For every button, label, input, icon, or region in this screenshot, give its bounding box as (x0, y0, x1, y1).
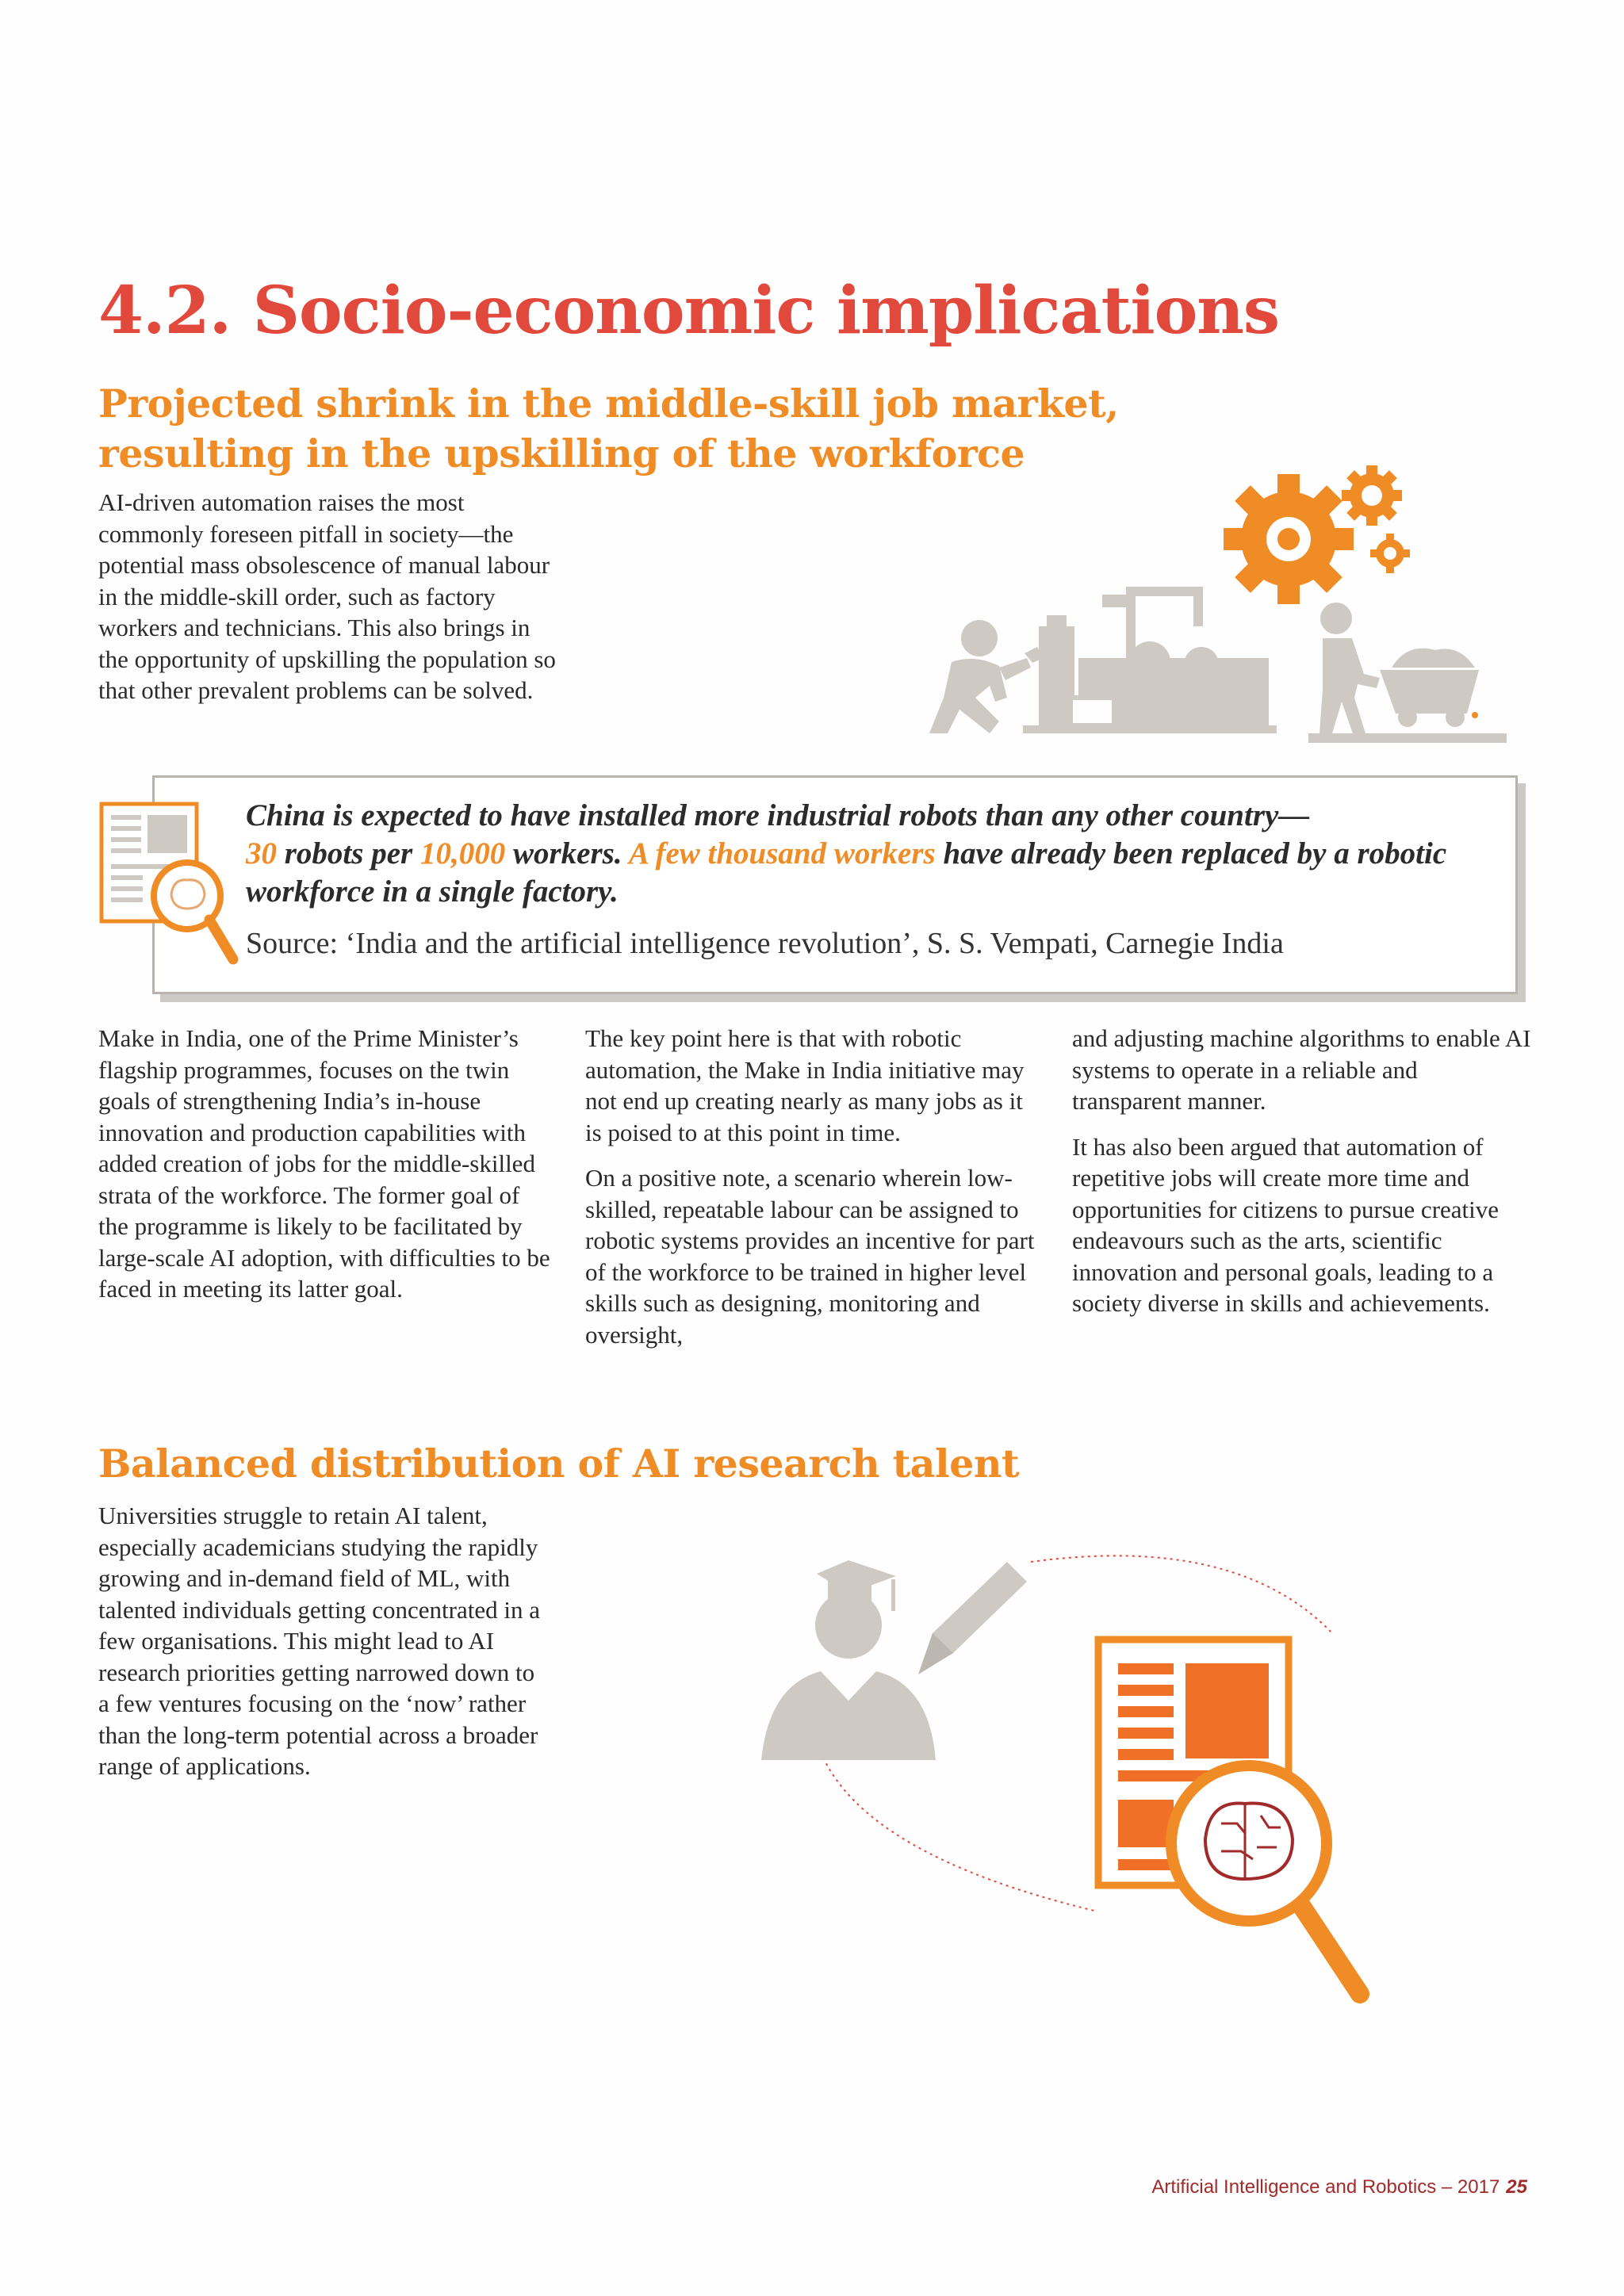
graduate-icon (761, 1560, 936, 1760)
machine-icon (1023, 587, 1277, 733)
section-heading-line2: resulting in the upskilling of the workforce (98, 430, 1025, 476)
page-title: 4.2. Socio-economic implications (98, 273, 1280, 349)
column-3-paragraph-2: It has also been argued that automation of repetitive jobs will create more time and opportunities for citizens to pursue creative endeavours such as the arts, scientific innovation and personal goals, leading to a society diverse in skills and achievements. (1072, 1132, 1500, 1317)
section-talent-text (98, 1500, 550, 1797)
column-1 (98, 1023, 554, 1319)
factory-illustration (888, 460, 1522, 745)
brain-magnifier-icon (1171, 1766, 1360, 1994)
section-heading-line1: Projected shrink in the middle-skill job market, (98, 381, 1119, 427)
footer-title: Artificial Intelligence and Robotics – 2017 (1151, 2176, 1500, 2198)
column-3 (1072, 1023, 1532, 1334)
quote-number-10000: 10,000 (419, 836, 506, 871)
quote-text-1: China is expected to have installed more industrial robots than any other country— (246, 798, 1310, 832)
column-2-paragraph-1: The key point here is that with robotic automation, the Make in India initiative may not end up creating nearly as many jobs as it is poised to at this point in time. (585, 1024, 1025, 1146)
research-illustration (745, 1538, 1459, 2061)
document-brain-magnifier-icon (98, 801, 241, 975)
callout-source: Source: ‘India and the artificial intelligence revolution’, S. S. Vempati, Carnegie India (246, 927, 1284, 960)
quote-highlight: A few thousand workers (628, 836, 936, 871)
factory-worker-icon (929, 620, 1044, 733)
pencil-icon (918, 1562, 1027, 1674)
column-2 (585, 1023, 1041, 1364)
page-number: 25 (1506, 2176, 1527, 2198)
talent-paragraph: Universities struggle to retain AI talent, especially academicians studying the rapidly growing and in-demand field of ML, with talented individuals getting concentrated in a few organisations. This might lead to AI research priorities getting narrowed down to a few ventures focusing on the ‘now’ rather than the long-term potential across a broader range of applications. (98, 1502, 540, 1780)
quote-text-3: workers. (505, 836, 629, 871)
quote-number-30: 30 (246, 836, 277, 871)
intro-paragraph: AI-driven automation raises the most commonly foreseen pitfall in society—the potential mass obsolescence of manual labour in the middle-skill order, such as factory workers and technicians. This also brings in the opportunity of upskilling the population so that other prevalent problems can be solved. (98, 488, 556, 704)
page-footer (1151, 2176, 1527, 2198)
gears-icon (1224, 465, 1410, 604)
quote-text-4: have already been replaced by a robotic workforce in a single factory. (246, 836, 1447, 909)
mine-cart-worker-icon (1308, 603, 1507, 743)
section-heading-talent: Balanced distribution of AI research talent (98, 1441, 1020, 1487)
column-2-paragraph-2: On a positive note, a scenario wherein low-skilled, repeatable labour can be assigned to robotic systems provides an incentive for part of the workforce to be trained in higher level skills such as designing, monitoring and oversight, (585, 1164, 1035, 1349)
callout-quote (246, 797, 1483, 911)
section-intro-text (98, 487, 557, 721)
column-3-paragraph-1: and adjusting machine algorithms to enable AI systems to operate in a reliable and transparent manner. (1072, 1024, 1531, 1115)
column-1-paragraph-1: Make in India, one of the Prime Minister’s flagship programmes, focuses on the twin goals of strengthening India’s in-house innovation and production capabilities with added creation of jobs for the middle-skilled strata of the workforce. The former goal of the programme is likely to be facilitated by large-scale AI adoption, with difficulties to be faced in meeting its latter goal. (98, 1024, 550, 1303)
quote-text-2: robots per (277, 836, 420, 871)
